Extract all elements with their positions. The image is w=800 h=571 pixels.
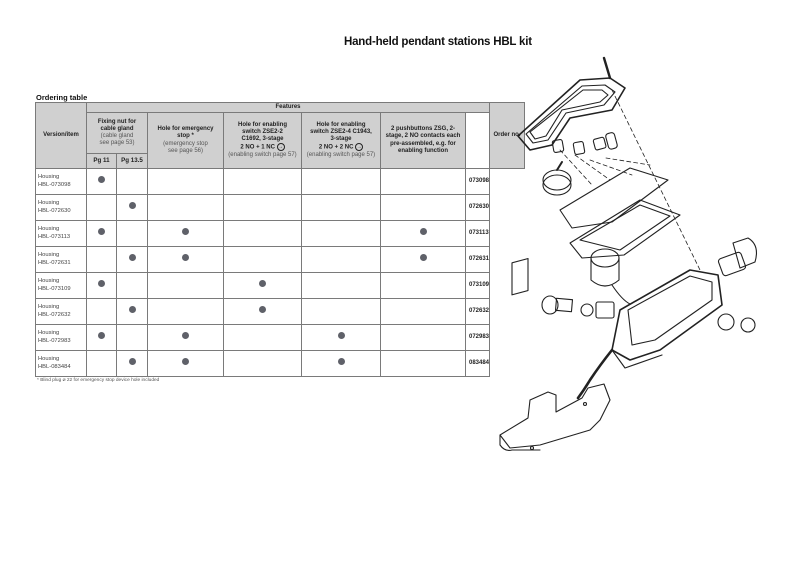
header-pg13-5: Pg 13.5 — [117, 154, 148, 169]
cell-pushbuttons — [381, 299, 466, 325]
header-zse22-contacts-row — [224, 143, 301, 152]
table-row — [36, 299, 525, 325]
cell-pg11 — [87, 299, 117, 325]
header-estop-title: Hole for emergency stop * — [157, 126, 214, 140]
feature-dot-icon — [129, 306, 136, 313]
item-label: Housing — [38, 200, 60, 207]
table-row — [36, 247, 525, 273]
cell-version-item — [36, 351, 87, 377]
table-row — [36, 325, 525, 351]
table-row — [36, 169, 525, 195]
side-pushbutton-icon — [542, 296, 614, 318]
cell-order-no: 073113 — [466, 221, 490, 247]
item-label: Housing — [38, 278, 60, 285]
feature-dot-icon — [182, 228, 189, 235]
cell-estop — [148, 273, 224, 299]
housing-body-icon — [612, 270, 722, 368]
feature-dot-icon — [129, 202, 136, 209]
feature-dot-icon — [259, 280, 266, 287]
header-features: Features — [87, 103, 490, 113]
cell-estop — [148, 169, 224, 195]
cell-order-no: 072631 — [466, 247, 490, 273]
header-zse24-contacts: 2 NO + 2 NC — [318, 144, 354, 151]
cell-order-no: 072630 — [466, 195, 490, 221]
item-label: Housing — [38, 330, 60, 337]
cell-version-item — [36, 247, 87, 273]
cell-zse22 — [224, 299, 302, 325]
feature-dot-icon — [259, 306, 266, 313]
header-zse22-contacts: 2 NO + 1 NC — [240, 144, 275, 151]
feature-dot-icon — [338, 332, 345, 339]
item-label: Housing — [38, 356, 60, 363]
cell-order-no: 072632 — [466, 299, 490, 325]
cell-pg135 — [117, 273, 148, 299]
item-model: HBL-073113 — [38, 233, 71, 240]
cell-pg11 — [87, 273, 117, 299]
cell-estop — [148, 351, 224, 377]
item-model: HBL-083484 — [38, 363, 71, 370]
cell-zse24 — [302, 299, 381, 325]
table-row — [36, 351, 525, 377]
cell-pg11 — [87, 169, 117, 195]
table-row — [36, 221, 525, 247]
cell-pushbuttons — [381, 325, 466, 351]
screw-icon — [604, 58, 610, 78]
feature-dot-icon — [98, 332, 105, 339]
cell-pg135 — [117, 299, 148, 325]
top-bezel-frame-icon — [518, 78, 625, 150]
header-zse22-sub: (enabling switch page 57) — [228, 152, 297, 159]
header-estop-sub: (emergency stop see page 56) — [163, 140, 208, 154]
page-title: Hand-held pendant stations HBL kit — [344, 36, 532, 48]
item-model: HBL-073098 — [38, 181, 71, 188]
header-pushbuttons-title: 2 pushbuttons ZSG, 2-stage, 2 NO contacts each pre-assembled, e.g. for enabling function — [385, 126, 461, 154]
feature-dot-icon — [420, 228, 427, 235]
item-model: HBL-072630 — [38, 207, 71, 214]
direction-arrow-icon: → — [278, 144, 284, 151]
item-model: HBL-072632 — [38, 311, 71, 318]
header-zse24-contacts-row — [302, 143, 380, 152]
cell-pushbuttons — [381, 169, 466, 195]
header-zse22-title: Hole for enabling switch ZSE2-2 C1692, 3-stage — [237, 121, 287, 143]
cell-pushbuttons — [381, 247, 466, 273]
table-row — [36, 273, 525, 299]
cell-pushbuttons — [381, 273, 466, 299]
cell-zse22 — [224, 351, 302, 377]
feature-dot-icon — [98, 280, 105, 287]
cell-order-no: 083484 — [466, 351, 490, 377]
direction-arrow-icon: → — [356, 144, 362, 151]
cell-zse24 — [302, 221, 381, 247]
cell-zse24 — [302, 247, 381, 273]
cell-estop — [148, 221, 224, 247]
exploded-view-pendant-station-drawing — [480, 45, 800, 485]
cell-zse22 — [224, 325, 302, 351]
feature-dot-icon — [182, 358, 189, 365]
item-model: HBL-072631 — [38, 259, 71, 266]
item-label: Housing — [38, 226, 60, 233]
cell-pushbuttons — [381, 195, 466, 221]
cell-pg135 — [117, 351, 148, 377]
cell-pushbuttons — [381, 221, 466, 247]
header-fixing-nut — [87, 113, 148, 154]
header-pg11: Pg 11 — [87, 154, 117, 169]
header-zse24-title: Hole for enabling switch ZSE2-4 C1943, 3-stage — [310, 121, 372, 143]
cell-zse22 — [224, 273, 302, 299]
item-model: HBL-072983 — [38, 337, 71, 344]
cell-zse22 — [224, 221, 302, 247]
cell-pg11 — [87, 325, 117, 351]
cell-zse24 — [302, 195, 381, 221]
cell-pg11 — [87, 221, 117, 247]
table-row — [36, 195, 525, 221]
enabling-switch-icon — [718, 314, 755, 332]
feature-dot-icon — [182, 332, 189, 339]
feature-dot-icon — [98, 176, 105, 183]
feature-dot-icon — [420, 254, 427, 261]
cell-pg135 — [117, 325, 148, 351]
cell-estop — [148, 325, 224, 351]
cell-estop — [148, 299, 224, 325]
item-label: Housing — [38, 304, 60, 311]
cell-order-no: 073098 — [466, 169, 490, 195]
cell-pg11 — [87, 351, 117, 377]
cell-zse22 — [224, 169, 302, 195]
cell-zse22 — [224, 247, 302, 273]
item-label: Housing — [38, 174, 60, 181]
cell-zse24 — [302, 351, 381, 377]
cell-pg11 — [87, 195, 117, 221]
footnote: * Blind plug ⌀ 22 for emergency stop device hole included — [37, 378, 160, 383]
section-label: Ordering table — [36, 93, 88, 102]
cell-order-no: 072983 — [466, 325, 490, 351]
cell-version-item — [36, 299, 87, 325]
cell-estop — [148, 195, 224, 221]
cell-pushbuttons — [381, 351, 466, 377]
feature-dot-icon — [129, 358, 136, 365]
header-fixing-nut-sub: (cable gland see page 53) — [99, 133, 135, 147]
cell-version-item — [36, 169, 87, 195]
selector-knob-icon — [543, 162, 571, 195]
cell-order-no: 073109 — [466, 273, 490, 299]
item-label: Housing — [38, 252, 60, 259]
ordering-table — [35, 102, 525, 377]
header-zse2-2 — [224, 113, 302, 169]
cell-version-item — [36, 195, 87, 221]
cell-pg135 — [117, 247, 148, 273]
cell-pg135 — [117, 195, 148, 221]
feature-dot-icon — [338, 358, 345, 365]
cell-zse24 — [302, 325, 381, 351]
cell-pg11 — [87, 247, 117, 273]
header-pushbuttons — [381, 113, 466, 169]
cell-version-item — [36, 273, 87, 299]
header-fixing-nut-title: Fixing nut for cable gland — [97, 118, 137, 132]
cell-pg135 — [117, 221, 148, 247]
header-version-item: Version/item — [36, 103, 87, 169]
header-zse24-sub: (enabling switch page 57) — [306, 152, 376, 159]
cell-pg135 — [117, 169, 148, 195]
pushbutton-inserts-icon — [552, 132, 618, 155]
cell-zse24 — [302, 273, 381, 299]
cell-estop — [148, 247, 224, 273]
cell-version-item — [36, 325, 87, 351]
item-model: HBL-073109 — [38, 285, 71, 292]
feature-dot-icon — [182, 254, 189, 261]
feature-dot-icon — [98, 228, 105, 235]
emergency-stop-button-icon — [718, 238, 757, 277]
circuit-plate-icon — [560, 168, 680, 258]
cell-version-item — [36, 221, 87, 247]
cell-zse24 — [302, 169, 381, 195]
header-order-no: Order no. — [490, 103, 525, 169]
mounting-bracket-icon — [500, 259, 610, 451]
header-emergency-stop — [148, 113, 224, 169]
cell-zse22 — [224, 195, 302, 221]
feature-dot-icon — [129, 254, 136, 261]
header-zse2-4 — [302, 113, 381, 169]
